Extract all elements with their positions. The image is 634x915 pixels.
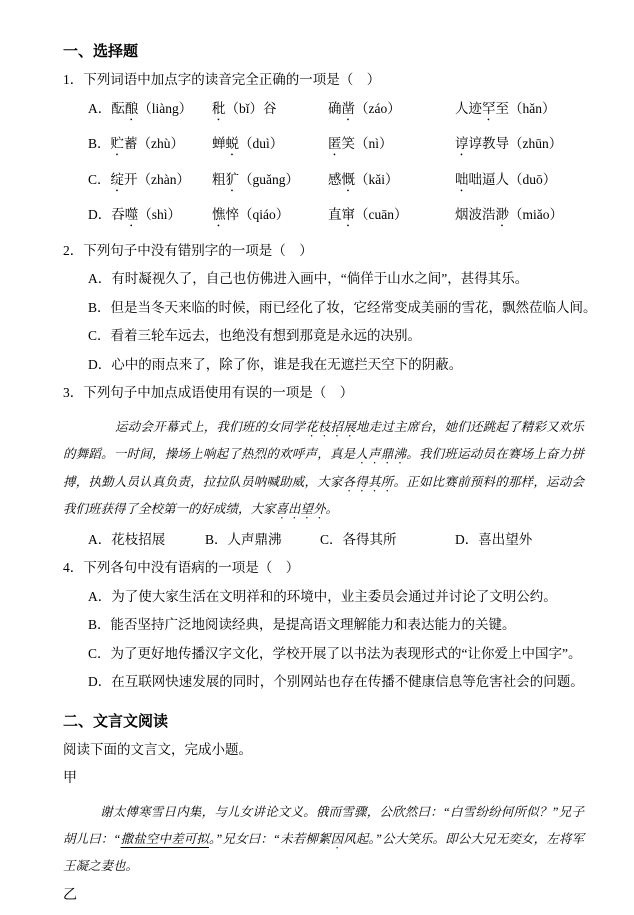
question-4-option-c: C．为了更好地传播汉字文化，学校开展了以书法为表现形式的“让你爱上中国字”。 <box>88 645 582 661</box>
plain-text: （kǎi） <box>355 171 399 187</box>
plain-text: C． <box>88 171 111 187</box>
option-word-item <box>328 207 455 230</box>
plain-text: A．酝 <box>88 100 125 116</box>
option-word-item <box>328 172 455 195</box>
emphasis-dotted-text: 人声鼎沸 <box>355 447 407 461</box>
emphasis-dotted-text: 花枝招展 <box>305 419 356 434</box>
plain-text: 笑（nì） <box>341 136 393 151</box>
emphasis-dotted-text: 秕 <box>212 100 226 116</box>
plain-text: 悴（qiáo） <box>225 207 290 222</box>
question-1-option-a <box>88 101 584 124</box>
option-word-item <box>455 207 563 230</box>
question-2-option-a: A．有时凝视久了，自己也仿佛进入画中，“倘佯于山水之间”，甚得其乐。 <box>88 271 529 286</box>
plain-text: （shì） <box>138 207 182 222</box>
section-1-heading: 一、选择题 <box>63 44 139 60</box>
passage-label-jia: 甲 <box>63 770 77 786</box>
emphasis-dotted-text: 酿 <box>124 100 139 116</box>
passage-label-yi: 乙 <box>63 888 77 903</box>
question-3-option-a: A．花枝招展 <box>88 531 166 547</box>
question-4-stem: 4．下列各句中没有语病的一项是（ ） <box>63 560 300 575</box>
plain-text: 风起。”公大笑乐。即公大兄无奕女，左将军王凝之妻也。 <box>63 832 584 873</box>
question-4-option-a: A．为了使大家生活在文明祥和的环境中，业主委员会通过并讨论了文明公约。 <box>88 588 557 604</box>
emphasis-dotted-text: 谆 <box>455 136 469 151</box>
plain-text: 至（hǎn） <box>495 100 556 116</box>
option-word-item <box>455 136 562 159</box>
plain-text: （miǎo） <box>509 207 563 222</box>
plain-text: 人迹 <box>455 100 482 116</box>
emphasis-dotted-text: 罕 <box>482 100 496 116</box>
plain-text: 感 <box>328 171 342 187</box>
question-3-stem: 3．下列句子中加点成语使用有误的一项是（ ） <box>63 385 354 400</box>
option-word-item <box>455 101 556 124</box>
plain-text: （bǐ）谷 <box>225 100 277 116</box>
question-3-options-row <box>88 532 584 548</box>
plain-text: （duì） <box>239 136 284 151</box>
plain-text: 咄逼人（duō） <box>468 171 557 187</box>
question-3-option-c: C．各得其所 <box>320 531 397 547</box>
option-word-item <box>88 101 212 124</box>
question-3-option-d: D．喜出望外 <box>455 531 533 547</box>
plain-text: D．吞 <box>88 207 125 222</box>
question-1-stem: 1．下列词语中加点字的读音完全正确的一项是（ ） <box>63 72 381 87</box>
classical-passage-jia <box>63 799 584 880</box>
emphasis-dotted-text: 慨 <box>341 171 355 187</box>
emphasis-dotted-text: 匿 <box>328 136 342 151</box>
reading-instruction: 阅读下面的文言文，完成小题。 <box>63 742 252 757</box>
question-3-context-paragraph <box>63 414 584 524</box>
plain-text: 确 <box>328 100 342 116</box>
option-word-item <box>455 172 556 195</box>
emphasis-dotted-text: 憔 <box>212 207 226 222</box>
emphasis-dotted-text: 窜 <box>341 207 355 222</box>
plain-text: 蝉 <box>212 136 226 151</box>
emphasis-dotted-text: 噬 <box>124 207 139 222</box>
underlined-text: 撒盐空中差可拟 <box>120 832 210 846</box>
plain-text: 。我们班运动员在赛场上奋力拼搏，执勤人员认真负责，拉拉队员呐喊助威，大家 <box>63 447 584 489</box>
option-word-item <box>328 101 455 124</box>
option-word-item <box>88 207 212 230</box>
question-1-option-b <box>88 136 584 159</box>
plain-text: （cuān） <box>355 207 408 222</box>
emphasis-dotted-text: 凿 <box>341 100 355 116</box>
emphasis-dotted-text: 贮 <box>110 136 125 151</box>
plain-text: 蓄（zhù） <box>124 136 185 151</box>
question-2-option-d: D．心中的雨点来了，除了你，谁是我在无遮拦天空下的阴蔽。 <box>88 356 463 372</box>
plain-text: 运动会开幕式上，我们班的女同学 <box>115 419 306 434</box>
plain-text: 开（zhàn） <box>124 171 190 187</box>
plain-text: 直 <box>328 207 342 222</box>
option-word-item <box>212 101 328 124</box>
question-1-option-c <box>88 172 584 195</box>
question-4-option-d: D．在互联网快速发展的同时，个别网站也存在传播不健康信息等危害社会的问题。 <box>88 674 584 689</box>
emphasis-dotted-text: 咄 <box>455 171 469 187</box>
emphasis-dotted-text: 各得其所 <box>342 474 394 489</box>
option-word-item <box>212 207 328 230</box>
option-word-item <box>88 136 212 159</box>
emphasis-dotted-text: 渺 <box>495 207 509 222</box>
option-word-item <box>212 136 328 159</box>
plain-text: B． <box>88 136 111 151</box>
emphasis-dotted-text: 绽 <box>110 171 125 187</box>
question-4-option-b: B．能否坚持广泛地阅读经典，是提高语文理解能力和表达能力的关键。 <box>88 617 516 632</box>
plain-text: （guǎng） <box>239 171 299 187</box>
option-word-item <box>88 172 212 195</box>
option-word-item <box>328 136 455 159</box>
plain-text: 地走过主席台，她们还跳起了精彩又欢乐的舞蹈。一时间，操场上响起了热烈的欢呼声，真是 <box>63 419 584 461</box>
plain-text: 。”兄女曰：“未若柳絮 <box>209 832 331 846</box>
plain-text: 。 <box>325 502 339 516</box>
plain-text: 谢太傅寒雪日内集，与儿女讲论文义。俄而雪骤，公欣然曰：“白雪纷纷何所似？”兄子胡儿曰：“ <box>63 805 584 846</box>
emphasis-dotted-text: 犷 <box>225 171 239 187</box>
plain-text: 谆教导（zhūn） <box>468 136 563 151</box>
question-1-option-d <box>88 207 584 230</box>
question-2-option-c: C．看着三轮车远去，也绝没有想到那竟是永远的决别。 <box>88 328 422 343</box>
plain-text: 。正如比赛前预料的那样，运动会我们班获得了全校第一的好成绩，大家 <box>63 474 584 516</box>
question-3-option-b: B．人声鼎沸 <box>205 531 282 547</box>
emphasis-dotted-text: 蜕 <box>225 136 239 151</box>
emphasis-dotted-text: 因 <box>330 832 344 846</box>
question-2-stem: 2．下列句子中没有错别字的一项是（ ） <box>63 242 313 258</box>
plain-text: （záo） <box>355 100 401 116</box>
plain-text: 烟波浩 <box>455 207 496 222</box>
plain-text: （liàng） <box>138 100 193 116</box>
option-word-item <box>212 172 328 195</box>
section-2-heading: 二、文言文阅读 <box>63 714 169 730</box>
emphasis-dotted-text: 喜出望外 <box>275 502 326 516</box>
plain-text: 粗 <box>212 171 226 187</box>
question-2-option-b: B．但是当冬天来临的时候，雨已经化了妆，它经常变成美丽的雪花，飘然莅临人间。 <box>88 299 597 315</box>
